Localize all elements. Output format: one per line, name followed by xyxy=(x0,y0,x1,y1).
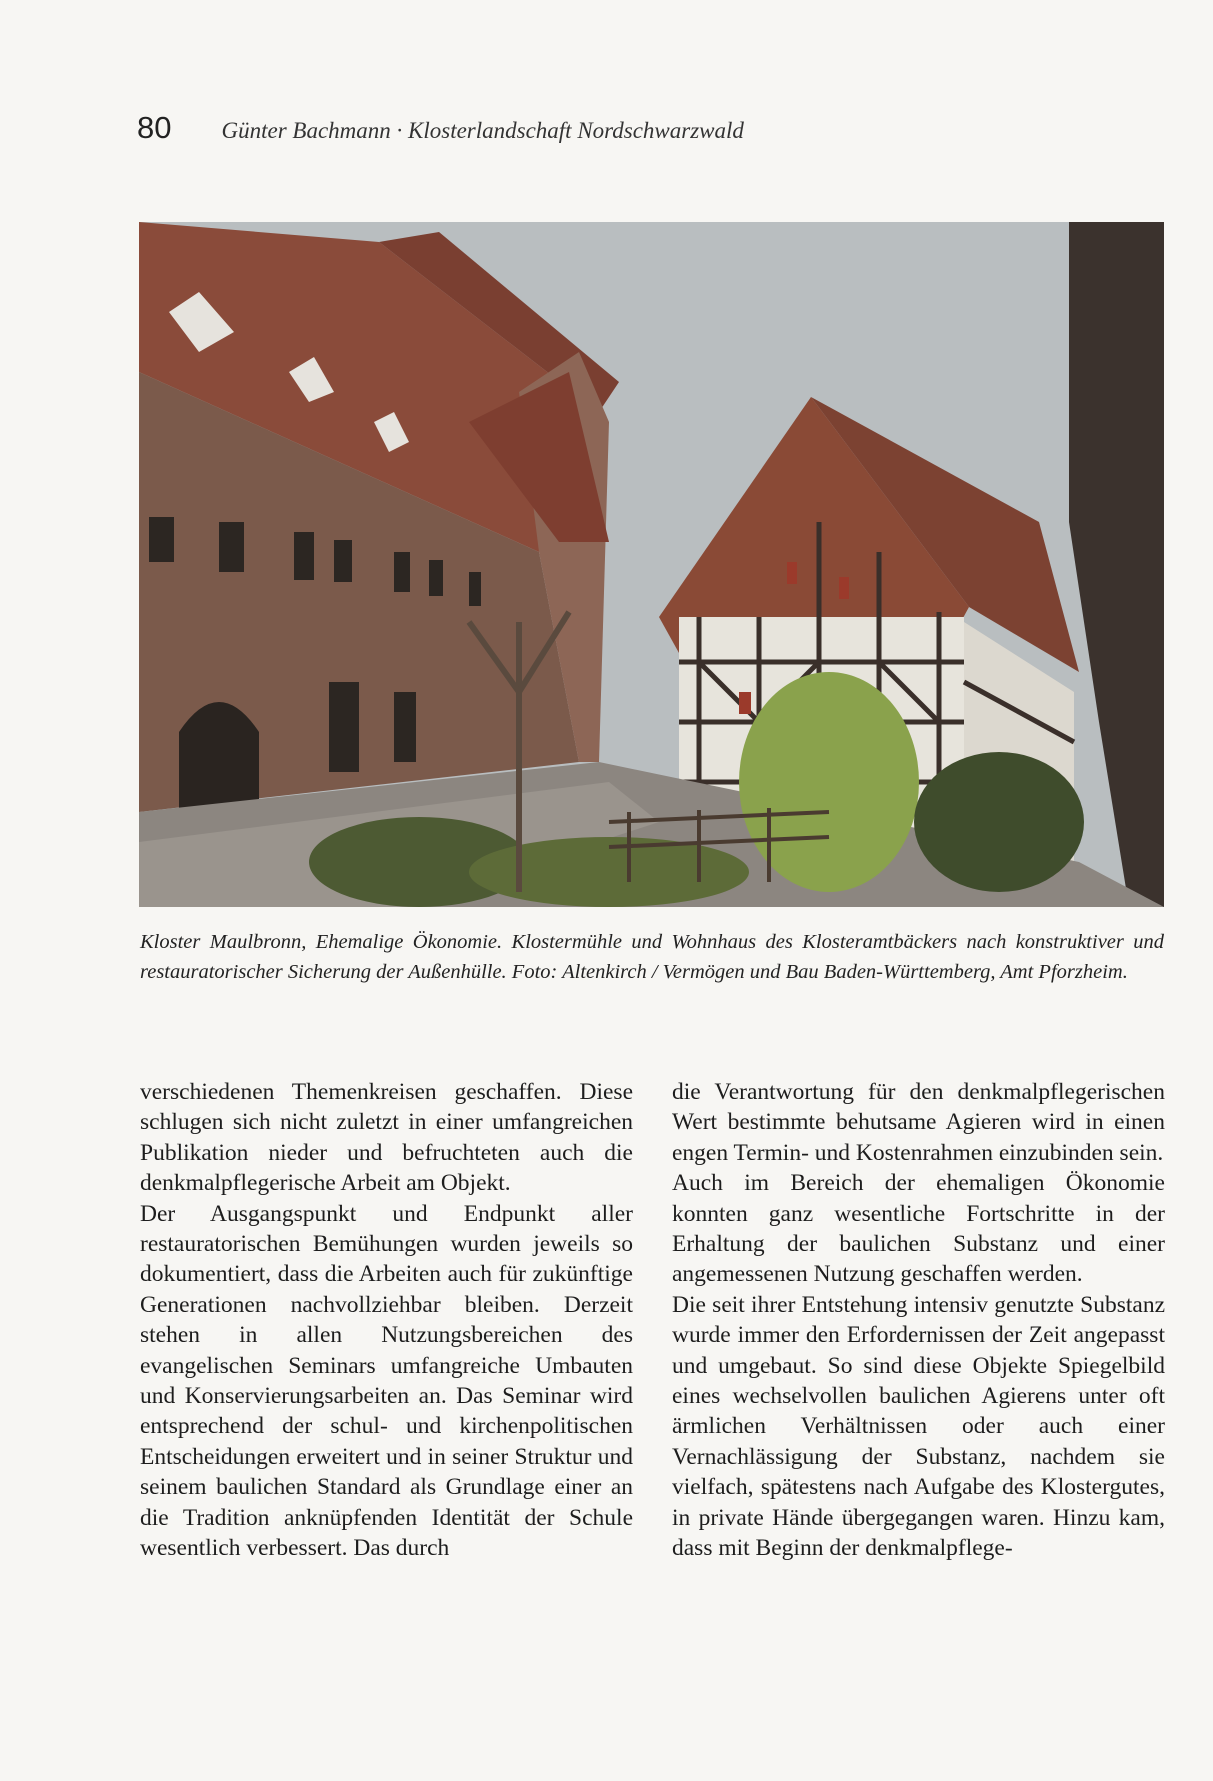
monastery-photo xyxy=(139,222,1164,907)
paragraph: verschiedenen Themenkreisen geschaffen. Diese schlugen sich nicht zuletzt in einer umfangreichen Publikation nieder und befruchteten auch die denkmalpflegerische Arbeit am Objekt. xyxy=(140,1079,633,1197)
figure-caption: Kloster Maulbronn, Ehemalige Ökonomie. Klostermühle und Wohnhaus des Klosteramtbäckers nach konstruktiver und restauratorischer Sicherung der Außenhülle. Foto: Altenkirch / Vermögen und Bau Baden-Württemberg, Amt Pforzheim. xyxy=(140,931,1164,983)
left-text-column xyxy=(140,1077,633,1564)
running-title: Günter Bachmann · Klosterlandschaft Nordschwarzwald xyxy=(221,118,744,143)
paragraph: Auch im Bereich der ehemaligen Ökonomie konnten ganz wesentliche Fortschritte in der Erhaltung der baulichen Substanz und einer angemessenen Nutzung geschaffen werden. xyxy=(672,1170,1165,1288)
right-text-column xyxy=(672,1077,1165,1564)
paragraph: die Verantwortung für den denkmalpflegerischen Wert bestimmte behutsame Agieren wird in einen engen Termin- und Kostenrahmen einzubinden sein. xyxy=(672,1079,1165,1166)
page-number: 80 xyxy=(137,110,172,145)
paragraph: Die seit ihrer Entstehung intensiv genutzte Substanz wurde immer den Erfordernissen der Zeit angepasst und umgebaut. So sind diese Objekte Spiegelbild eines wechselvollen baulichen Agierens unter oft ärmlichen Verhältnissen oder auch einer Vernachlässigung der Substanz, nachdem sie vielfach, spätestens nach Aufgabe des Klostergutes, in private Hände übergegangen waren. Hinzu kam, dass mit Beginn der denkmalpflege- xyxy=(672,1291,1165,1562)
paragraph: Der Ausgangspunkt und Endpunkt aller restauratorischen Bemühungen wurden jeweils so dokumentiert, dass die Arbeiten auch für zukünftige Generationen nachvollziehbar bleiben. Derzeit stehen in allen Nutzungsbereichen des evangelischen Seminars umfangreiche Umbauten und Konservierungsarbeiten an. Das Seminar wird entsprechend der schul- und kirchenpolitischen Entscheidungen erweitert und in seiner Struktur und seinem baulichen Standard als Grundlage einer an die Tradition anknüpfenden Identität der Schule wesentlich verbessert. Das durch xyxy=(140,1200,633,1562)
running-head xyxy=(137,110,744,146)
